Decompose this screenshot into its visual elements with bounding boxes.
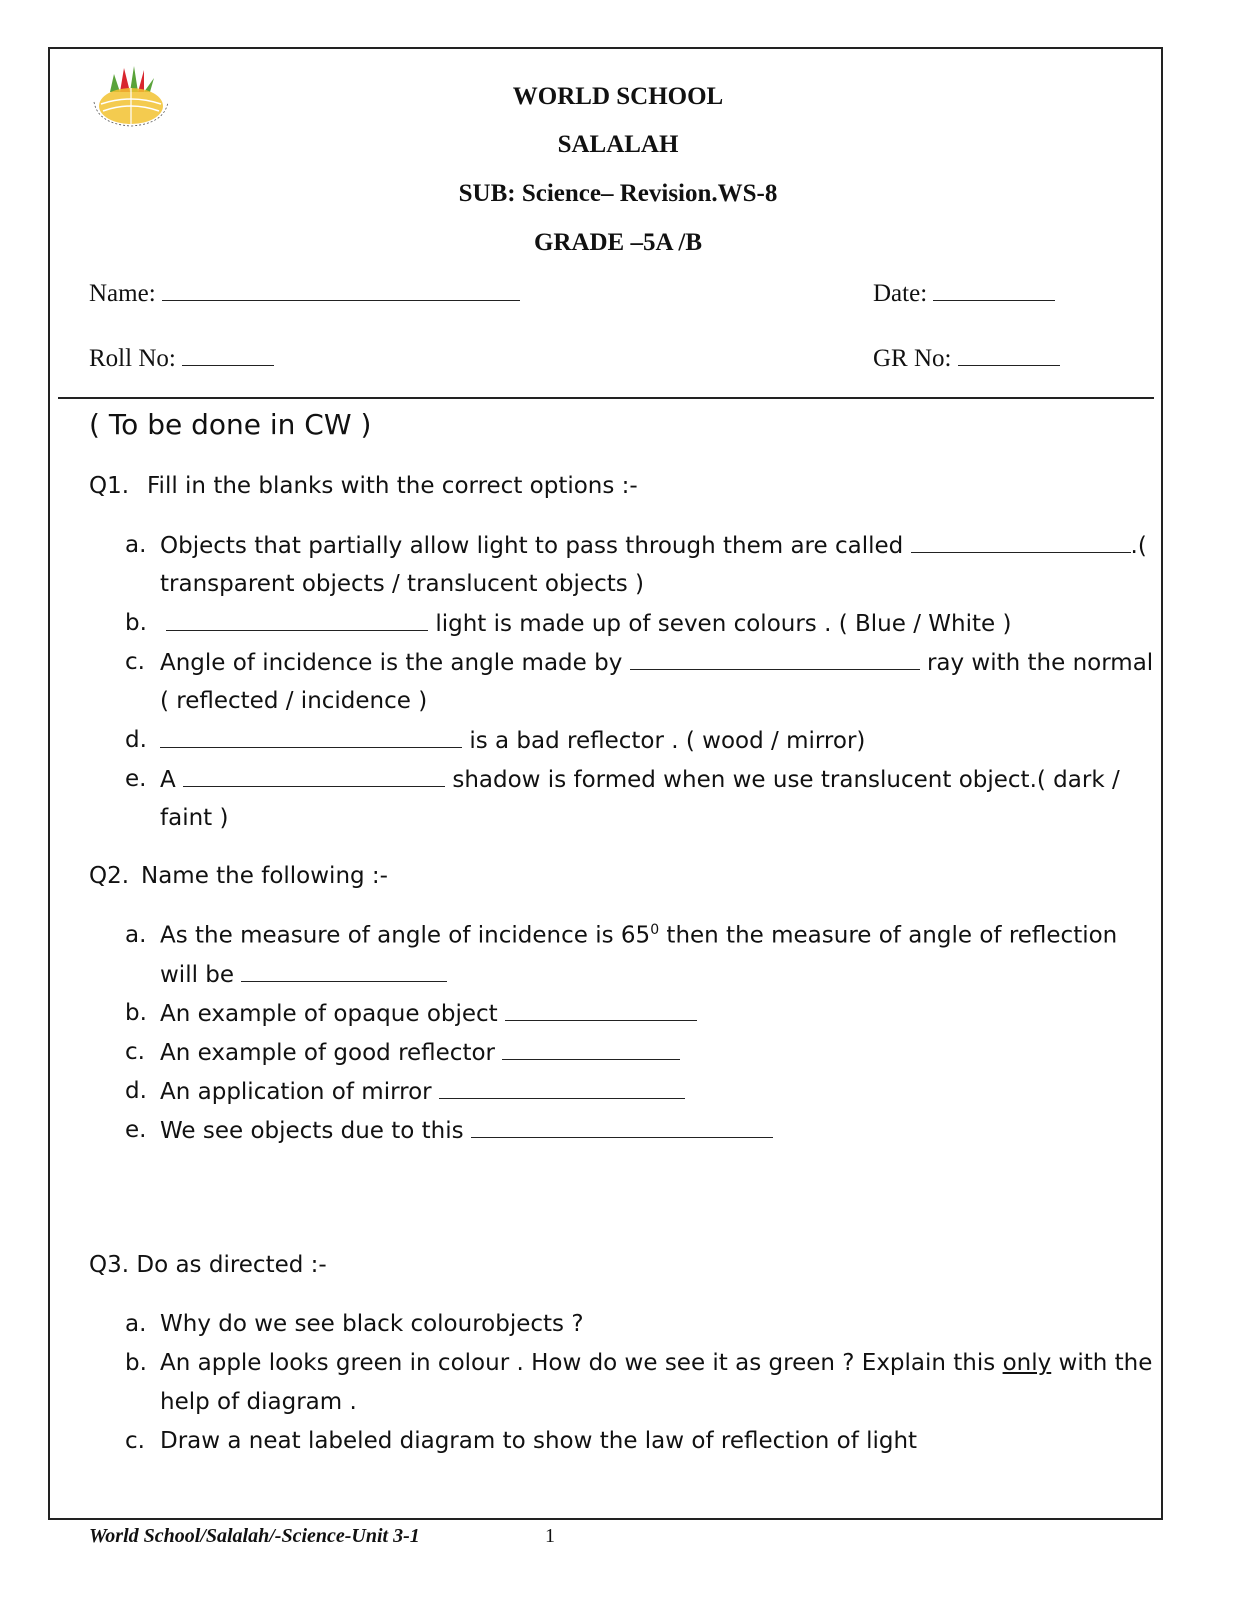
q2b-label: b.	[125, 1000, 147, 1026]
q1a-label: a.	[125, 532, 147, 558]
q1c-options: ( reflected / incidence )	[160, 688, 428, 714]
q1b-blank[interactable]	[166, 610, 428, 631]
q1a-blank[interactable]	[911, 532, 1131, 553]
q2d-label: d.	[125, 1078, 147, 1104]
q1a-post: .(	[1130, 533, 1147, 559]
school-name: WORLD SCHOOL	[512, 83, 724, 110]
q3c-text: Draw a neat labeled diagram to show the law of reflection of light	[160, 1428, 918, 1454]
degree-superscript: 0	[650, 922, 660, 938]
q1a-options: transparent objects / translucent objects )	[160, 571, 644, 597]
q1a-pre: Objects that partially allow light to pass through them are called	[160, 533, 904, 559]
q2a-blank[interactable]	[241, 961, 447, 982]
q1e-label: e.	[125, 766, 147, 792]
name-label: Name:	[89, 280, 156, 307]
q2e-text	[160, 1117, 773, 1144]
q2a-line2	[160, 961, 447, 988]
q3b-post: with the	[1058, 1350, 1153, 1376]
q1e-post: shadow is formed when we use translucent object.( dark /	[452, 767, 1120, 793]
q2c-label: c.	[125, 1039, 145, 1065]
q2c-text	[160, 1039, 680, 1066]
classwork-note: ( To be done in CW )	[89, 408, 372, 441]
q2d-text	[160, 1078, 685, 1105]
q1-number: Q1.	[89, 473, 130, 499]
date-blank[interactable]	[933, 278, 1055, 301]
q2a-label: a.	[125, 922, 147, 948]
header-divider	[58, 397, 1154, 399]
q2a-pre: As the measure of angle of incidence is 65	[160, 922, 651, 949]
date-label: Date:	[873, 280, 928, 307]
q1a-text	[160, 532, 1147, 559]
q2d-blank[interactable]	[439, 1078, 685, 1099]
q1d-post: is a bad reflector . ( wood / mirror)	[469, 728, 866, 754]
name-field	[89, 278, 520, 308]
roll-label: Roll No:	[89, 345, 176, 372]
q3c-label: c.	[125, 1428, 145, 1454]
q3b-text	[160, 1350, 1152, 1376]
q3-title: Q3. Do as directed :-	[89, 1252, 327, 1278]
page-number: 1	[545, 1525, 555, 1547]
q1d-text	[160, 727, 865, 754]
q1c-label: c.	[125, 649, 145, 675]
q2-title: Name the following :-	[141, 863, 388, 889]
q1e-options: faint )	[160, 805, 229, 831]
q2d-question: An application of mirror	[160, 1079, 432, 1105]
q2c-blank[interactable]	[502, 1039, 680, 1060]
q3b-line2: help of diagram .	[160, 1389, 357, 1415]
q1d-blank[interactable]	[160, 727, 462, 748]
q3b-emphasis: only	[1002, 1350, 1052, 1376]
roll-field	[89, 343, 274, 373]
q2a-willbe: will be	[160, 962, 235, 988]
q2e-blank[interactable]	[471, 1117, 773, 1138]
q1c-blank[interactable]	[630, 649, 920, 670]
gr-label: GR No:	[873, 345, 952, 372]
q1b-label: b.	[125, 610, 147, 636]
q2b-question: An example of opaque object	[160, 1001, 498, 1027]
name-blank[interactable]	[162, 278, 520, 301]
date-field	[873, 278, 1055, 308]
q1b-text	[166, 610, 1011, 637]
q2-number: Q2.	[89, 863, 130, 889]
footer-text: World School/Salalah/-Science-Unit 3-1	[89, 1525, 420, 1547]
q3a-text: Why do we see black colourobjects ?	[160, 1311, 584, 1337]
gr-blank[interactable]	[958, 343, 1060, 366]
q1-title: Fill in the blanks with the correct options :-	[147, 473, 638, 499]
gr-field	[873, 343, 1060, 373]
q1d-label: d.	[125, 727, 147, 753]
q1c-post: ray with the normal	[926, 650, 1154, 676]
q1b-post: light is made up of seven colours . ( Blue / White )	[435, 611, 1012, 637]
q3b-label: b.	[125, 1350, 147, 1376]
grade-line: GRADE –5A /B	[533, 229, 703, 256]
q1e-blank[interactable]	[183, 766, 445, 787]
subject-line: SUB: Science– Revision.WS-8	[458, 180, 778, 207]
q3b-pre: An apple looks green in colour . How do we see it as green ? Explain this	[160, 1350, 996, 1376]
q2a-post: then the measure of angle of reflection	[666, 922, 1118, 949]
q2a-text	[160, 922, 1117, 949]
q1c-text	[160, 649, 1153, 676]
q1e-text	[160, 766, 1120, 793]
q2e-question: We see objects due to this	[160, 1118, 464, 1144]
q2b-text	[160, 1000, 697, 1027]
q1e-pre: A	[160, 767, 176, 793]
q1c-pre: Angle of incidence is the angle made by	[160, 650, 623, 676]
q2c-question: An example of good reflector	[160, 1040, 495, 1066]
q2b-blank[interactable]	[505, 1000, 697, 1021]
school-city: SALALAH	[557, 131, 679, 158]
q2e-label: e.	[125, 1117, 147, 1143]
roll-blank[interactable]	[182, 343, 274, 366]
q3a-label: a.	[125, 1311, 147, 1337]
